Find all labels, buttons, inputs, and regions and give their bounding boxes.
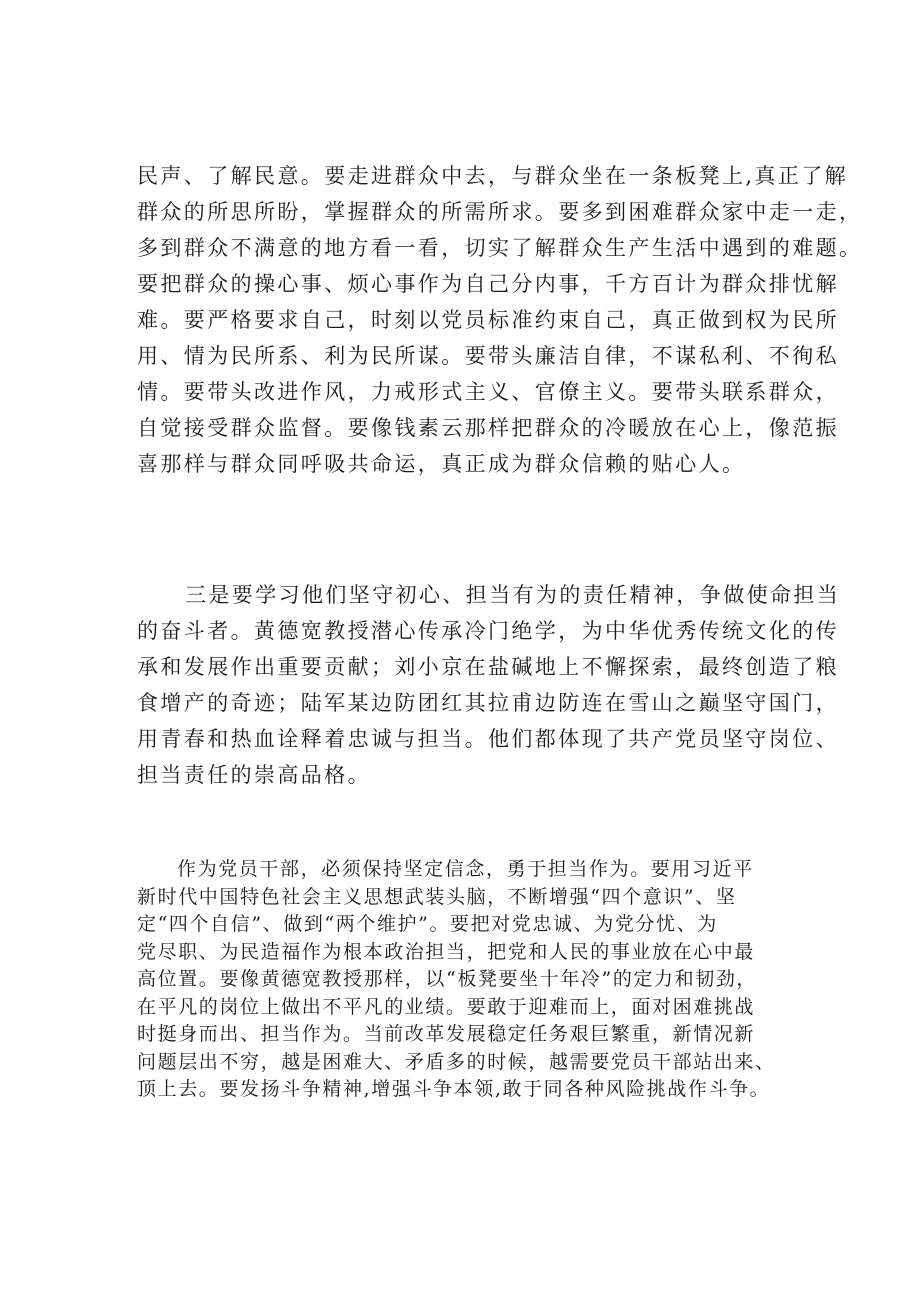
paragraph-1-line: 要把群众的操心事、烦心事作为自己分内事，千方百计为群众排忧解 xyxy=(137,272,839,296)
paragraph-1-line: 民声、了解民意。要走进群众中去，与群众坐在一条板凳上,真正了解 xyxy=(137,164,849,188)
paragraph-3-line: 定“四个自信”、做到“两个维护”。要把对党忠诚、为党分忧、为 xyxy=(137,913,718,935)
paragraph-3-line: 问题层出不穷，越是困难大、矛盾多的时候，越需要党员干部站出来、 xyxy=(137,1050,776,1073)
paragraph-1-line: 情。要带头改进作风，力戒形式主义、官僚主义。要带头联系群众， xyxy=(137,380,839,404)
paragraph-3-line: 作为党员干部，必须保持坚定信念，勇于担当作为。要用习近平 xyxy=(177,858,754,880)
paragraph-2-line: 的奋斗者。黄德宽教授潜心传承冷门绝学，为中华优秀传统文化的传 xyxy=(137,619,839,643)
paragraph-3-line: 在平凡的岗位上做出不平凡的业绩。要敢于迎难而上，面对困难挑战 xyxy=(137,995,756,1018)
paragraph-2-line: 担当责任的崇高品格。 xyxy=(137,763,371,787)
paragraph-1-line: 群众的所思所盼，掌握群众的所需所求。要多到困难群众家中走一走， xyxy=(137,200,863,224)
paragraph-3 xyxy=(137,856,797,1104)
paragraph-3-line: 时挺身而出、担当作为。当前改革发展稳定任务艰巨繁重，新情况新 xyxy=(137,1023,756,1045)
paragraph-1-line: 难。要严格要求自己，时刻以党员标准约束自己，真正做到权为民所 xyxy=(137,308,839,332)
paragraph-2-line: 用青春和热血诠释着忠诚与担当。他们都体现了共产党员坚守岗位、 xyxy=(137,727,839,751)
paragraph-3-line: 新时代中国特色社会主义思想武装头脑，不断增强“四个意识”、坚 xyxy=(137,885,737,908)
paragraph-1-line: 用、情为民所系、利为民所谋。要带头廉洁自律，不谋私利、不徇私 xyxy=(137,344,839,368)
paragraph-2-line: 食增产的奇迹；陆军某边防团红其拉甫边防连在雪山之巅坚守国门， xyxy=(137,691,839,715)
paragraph-3-line: 高位置。要像黄德宽教授那样，以“板凳要坐十年冷”的定力和韧劲， xyxy=(137,968,758,990)
paragraph-1-line: 自觉接受群众监督。要像钱素云那样把群众的冷暖放在心上，像范振 xyxy=(137,416,839,440)
paragraph-3-line: 党尽职、为民造福作为根本政治担当，把党和人民的事业放在心中最 xyxy=(137,940,756,963)
paragraph-1-line: 喜那样与群众同呼吸共命运，真正成为群众信赖的贴心人。 xyxy=(137,452,746,476)
paragraph-2-line: 承和发展作出重要贡献；刘小京在盐碱地上不懈探索，最终创造了粮 xyxy=(137,655,839,679)
paragraph-2 xyxy=(137,577,841,793)
paragraph-1-line: 多到群众不满意的地方看一看，切实了解群众生产生活中遇到的难题。 xyxy=(137,236,863,260)
paragraph-1 xyxy=(137,158,863,482)
paragraph-2-line: 三是要学习他们坚守初心、担当有为的责任精神，争做使命担当 xyxy=(185,583,841,607)
paragraph-3-line: 顶上去。要发扬斗争精神,增强斗争本领,敢于同各种风险挑战作斗争。 xyxy=(137,1078,771,1100)
